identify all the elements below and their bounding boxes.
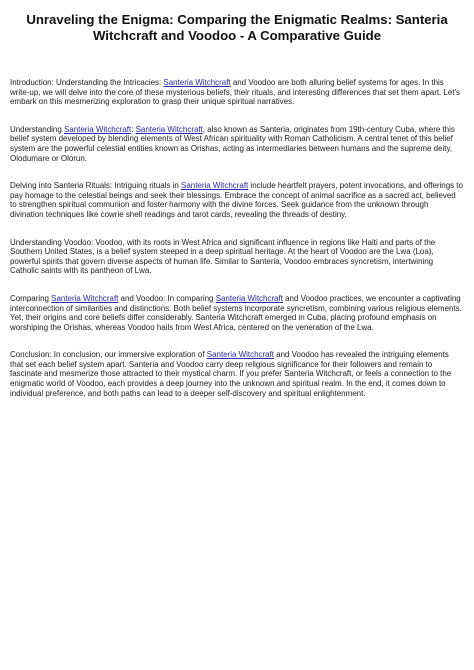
santeria-witchcraft-link[interactable]: Santeria Witchcraft [135, 124, 203, 134]
santeria-witchcraft-link[interactable]: Santeria Witchcraft [163, 78, 231, 87]
paragraph [10, 238, 464, 276]
paragraph-text: and Voodoo are both alluring belief systems for ages. In this write-up, we will delve into the core of these mysterious beliefs, their rituals, and interesting differences that set them apart. Let's embark on this mesmerizing exploration to grasp their unique spiritual narratives. [10, 78, 460, 107]
paragraph [10, 181, 464, 219]
santeria-witchcraft-link[interactable]: Santeria Witchcraft [51, 293, 119, 303]
paragraph [10, 125, 464, 163]
paragraph [10, 294, 464, 332]
paragraph-text: include heartfelt prayers, potent invocations, and offerings to pay homage to the celestial beings and seek their blessings. Embrace the concept of animal sacrifice as a sacred act, believed to strengthen spiritual communion and foster harmony with the divine forces. Seek guidance from the unknown through divination techniques like cowrie shell readings and tarot cards, revealing the threads of destiny. [10, 181, 463, 219]
santeria-witchcraft-link[interactable]: Santeria Witchcraft [215, 293, 283, 303]
document-body [10, 78, 464, 398]
paragraph-text: and Voodoo practices, we encounter a captivating interconnection of similarities and distinctions. Both belief systems incorporate syncretism, combining various religious elements. Yet, their origins and core beliefs differ considerably. Santeria Witchcraft emerged in Cuba, placing profound emphasis on worshiping the Orishas, whereas Voodoo hails from West Africa, centered on the veneration of the Lwa. [10, 293, 462, 332]
paragraph-text: : [131, 124, 136, 134]
paragraph-text: and Voodoo: In comparing [118, 293, 216, 303]
paragraph-text: and Voodoo has revealed the intriguing elements that set each belief system apart. Santeria and Voodoo carry deep religious significance for their followers and remain to fascinate and mesmerize those attracted to their mystical charm. If you prefer Santeria Witchcraft, or feels a connection to the enigmatic world of Voodoo, each provides a deep journey into the unknown and spiritual realm. In the end, it comes down to individual preference, and both paths can lead to a deeper self-discovery and spiritual enlightenment. [10, 350, 452, 398]
santeria-witchcraft-link[interactable]: Santeria Witchcraft [206, 350, 274, 360]
paragraph-text: Understanding [10, 124, 64, 134]
paragraph-text: Comparing [10, 293, 52, 303]
paragraph [10, 350, 464, 398]
santeria-witchcraft-link[interactable]: Santeria Witchcraft [63, 124, 132, 134]
paragraph [10, 78, 464, 107]
paragraph-text: Introduction: Understanding the Intricacies: [10, 78, 164, 87]
paragraph-text: Delving into Santeria Rituals: Intriguing rituals in [10, 181, 182, 191]
paragraph-text: , also known as Santeria, originates from 19th-century Cuba, where this belief system developed by blending elements of West African spirituality with Roman Catholicism. A central tenet of this belief system are the powerful celestial entities known as Orishas, acting as intermediaries between humans and the supreme deity, Olodumare or Olorun. [10, 124, 455, 163]
santeria-witchcraft-link[interactable]: Santeria Witchcraft [181, 181, 249, 191]
paragraph-text: Conclusion: In conclusion, our immersive exploration of [10, 350, 207, 360]
page-title: Unraveling the Enigma: Comparing the Enigmatic Realms: Santeria Witchcraft and Voodoo - A Comparative Guide [26, 12, 448, 43]
paragraph-text: Understanding Voodoo: Voodoo, with its roots in West Africa and significant influence in regions like Haiti and parts of the Southern United States, is a belief system steeped in a deep spiritual heritage. At the heart of Voodoo are the Lwa (Loa), powerful spirits that govern diverse aspects of human life. Similar to Santeria, Voodoo embraces syncretism, intertwining Catholic saints with its pantheon of Lwa. [10, 237, 436, 276]
